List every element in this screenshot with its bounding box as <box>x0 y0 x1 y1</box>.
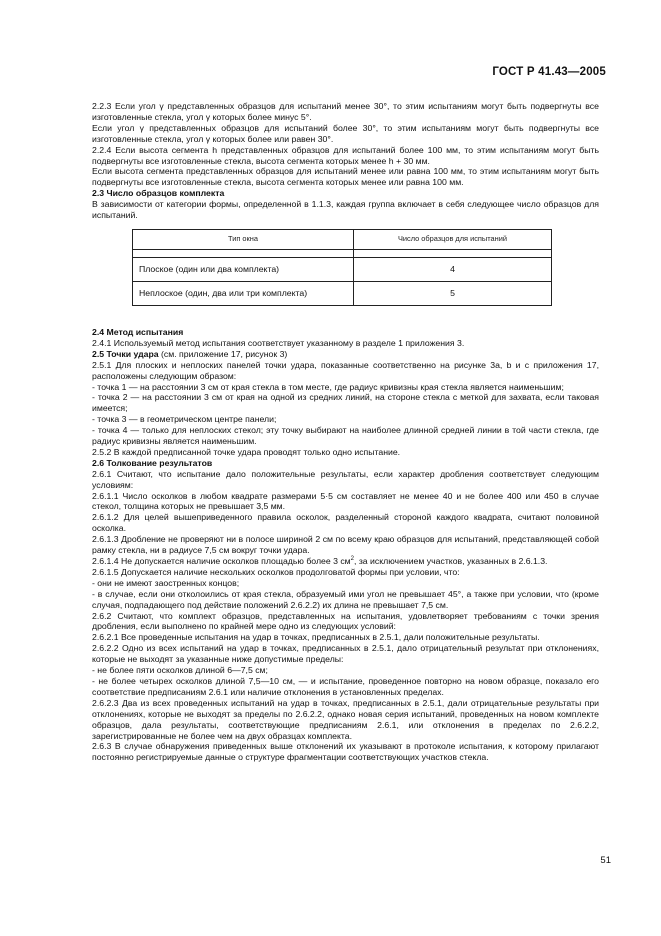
paragraph-2-6-1-4 <box>92 556 599 567</box>
page-content <box>92 101 599 763</box>
paragraph: - точка 3 — в геометрическом центре панели; <box>92 414 277 425</box>
paragraph: 2.4.1 Используемый метод испытания соответствует указанному в разделе 1 приложения 3. <box>92 337 465 348</box>
paragraph: - точка 1 — на расстоянии 3 см от края стекла в том месте, где радиус кривизны края стекла является наименьшим; <box>92 381 564 392</box>
paragraph: - они не имеют заостренных концов; <box>92 577 240 588</box>
paragraph: - в случае, если они отколоились от края стекла, образуемый ими угол не превышает 45°, а также при условии, что (кроме случая, подпадающего под действие положений 2.6.2.2) их длина не превышает 7,5 см. <box>92 588 599 610</box>
section-heading-2-5-ref: (см. приложение 17, рисунок 3) <box>158 348 288 359</box>
paragraph: - не более пяти осколков длиной 6—7,5 см; <box>92 665 268 676</box>
table-header-row <box>133 229 552 249</box>
paragraph: Если угол γ представленных образцов для испытаний более 30°, то этим испытаниям могут быть подвергнуты все изготовленные стекла, угол γ которых более или равен 30°. <box>92 122 599 144</box>
section-heading-2-5-title: 2.5 Точки удара <box>92 348 159 359</box>
paragraph: Если высота сегмента представленных образцов для испытаний менее или равна 100 мм, то этим испытаниям могут быть подвергнуты все изготовленные стекла, высота сегмента которых менее или равна 100 мм. <box>92 166 599 188</box>
paragraph: 2.6.1.5 Допускается наличие нескольких осколков продолговатой формы при условии, что: <box>92 566 460 577</box>
paragraph: 2.6.3 В случае обнаружения приведенных выше отклонений их указывают в протоколе испытания, к которому прилагают постоянно регистрируемые данные о структуре фрагментации соответствующих участков стекла. <box>92 741 599 763</box>
table-cell-count: 5 <box>354 281 552 305</box>
section-heading-2-6: 2.6 Толкование результатов <box>92 457 213 468</box>
paragraph: 2.2.3 Если угол γ представленных образцов для испытаний менее 30°, то этим испытаниям могут быть подвергнуты все изготовленные стекла, угол γ которых более минус 5°. <box>92 101 599 122</box>
paragraph: 2.6.2.2 Одно из всех испытаний на удар в точках, предписанных в 2.5.1, дало отрицательный результат при отклонениях, которые не выходят за указанные ниже допустимые пределы: <box>92 643 599 665</box>
paragraph: 2.5.2 В каждой предписанной точке удара проводят только одно испытание. <box>92 446 401 457</box>
table-row <box>133 281 552 305</box>
paragraph: - не более четырех осколков длиной 7,5—10 см, — и испытание, проведенное повторно на новом образце, показало его соответствие предписаниям 2.6.1 или наличие отклонения в установленных пределах. <box>92 675 599 697</box>
samples-table <box>132 229 552 306</box>
paragraph: - точка 2 — на расстоянии 3 см от края на одной из средних линий, на стороне стекла с меткой для захвата, если таковая имеется; <box>92 392 599 414</box>
paragraph: 2.6.2.1 Все проведенные испытания на удар в точках, предписанных в 2.5.1, дали положительные результаты. <box>92 632 540 643</box>
superscript: 2 <box>350 556 354 563</box>
paragraph: - точка 4 — только для неплоских стекол; эту точку выбирают на наиболее длинной средней линии в той части стекла, где радиус кривизны является наименьшим. <box>92 425 599 447</box>
text-fragment: , за исключением участков, указанных в 2.6.1.3. <box>354 556 548 566</box>
paragraph: 2.6.2.3 Два из всех проведенных испытаний на удар в точках, предписанных в 2.5.1, дали отрицательные результаты при отклонениях, которые не выходят за пределы по 2.6.2.2, однако новая серия испытаний, проведенных на новом комплекте образцов, дала результаты, соответствующие предписаниям 2.6.1, или отклонения в пределах по 2.6.2.2, зарегистрированные не более чем на двух образцах комплекта. <box>92 697 599 741</box>
paragraph: В зависимости от категории формы, определенной в 1.1.3, каждая группа включает в себя следующее число образцов для испытаний. <box>92 199 599 221</box>
document-code: ГОСТ Р 41.43—2005 <box>492 66 606 78</box>
page-number: 51 <box>600 855 611 866</box>
text-fragment: 2.6.1.4 Не допускается наличие осколков площадью более 3 см <box>92 556 351 566</box>
paragraph: 2.6.1.2 Для целей вышеприведенного правила осколок, разделенный стороной каждого квадрата, считают половиной осколка. <box>92 512 599 534</box>
paragraph: 2.5.1 Для плоских и неплоских панелей точки удара, показанные соответственно на рисунке 3a, b и c приложения 17, расположены следующим образом: <box>92 359 599 381</box>
table-header-sample-count: Число образцов для испытаний <box>354 229 552 249</box>
paragraph: 2.2.4 Если высота сегмента h представленных образцов для испытаний более 100 мм, то этим испытаниям могут быть подвергнуты все изготовленные стекла, высота сегмента которых менее h + 30 мм. <box>92 144 599 166</box>
table-header-window-type: Тип окна <box>133 229 354 249</box>
section-heading-2-5 <box>92 349 599 360</box>
section-heading-2-4: 2.4 Метод испытания <box>92 326 184 337</box>
paragraph: 2.6.1.3 Дробление не проверяют ни в полосе шириной 2 см по всему краю образцов для испытаний, представляющей собой рамку стекла, ни в радиусе 7,5 см вокруг точки удара. <box>92 534 599 556</box>
table-row <box>133 257 552 281</box>
table-cell-count: 4 <box>354 257 552 281</box>
paragraph: 2.6.1.1 Число осколков в любом квадрате размерами 5·5 см составляет не менее 40 и не более 400 или 450 в случае стекол, толщина которых не превышает 3,5 мм. <box>92 490 599 512</box>
section-heading-2-3: 2.3 Число образцов комплекта <box>92 188 225 199</box>
table-spacer-row <box>133 249 552 257</box>
paragraph: 2.6.2 Считают, что комплект образцов, представленных на испытания, удовлетворяет требованиям с точки зрения дробления, если выполнено по крайней мере одно из следующих условий: <box>92 610 599 632</box>
paragraph: 2.6.1 Считают, что испытание дало положительные результаты, если характер дробления соответствует следующим условиям: <box>92 468 599 490</box>
table-cell-type: Неплоское (один, два или три комплекта) <box>133 281 354 305</box>
table-cell-type: Плоское (один или два комплекта) <box>133 257 354 281</box>
